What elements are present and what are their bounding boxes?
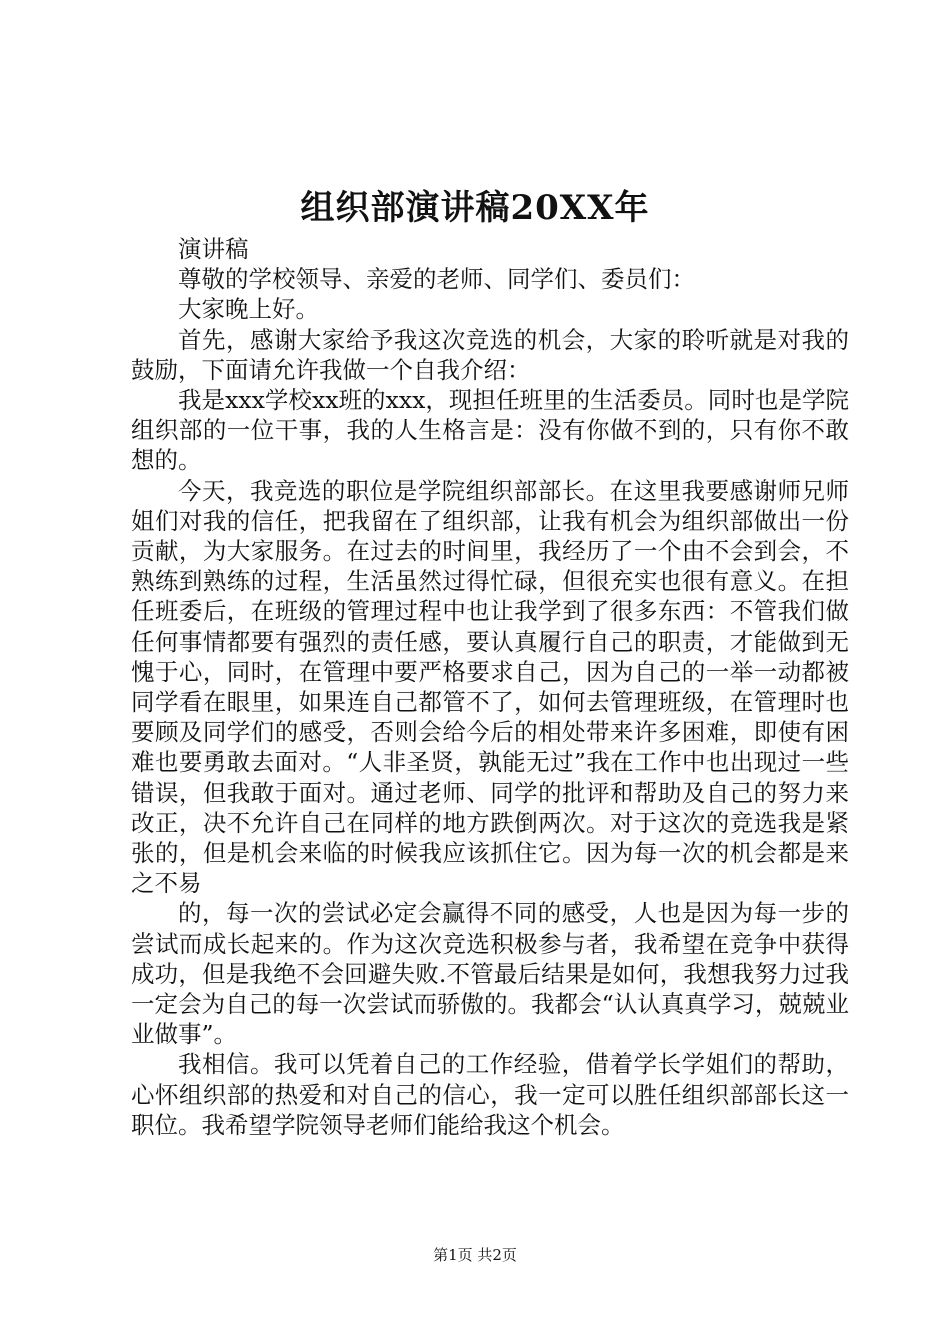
paragraph: 演讲稿 <box>178 235 249 263</box>
paragraph: 首先，感谢大家给予我这次竞选的机会，大家的聆听就是对我的鼓励，下面请允许我做一个自我介绍： <box>131 325 849 384</box>
paragraph: 尊敬的学校领导、亲爱的老师、同学们、委员们： <box>178 265 695 294</box>
paragraph: 大家晚上好。 <box>178 295 319 324</box>
paragraph: 的，每一次的尝试必定会赢得不同的感受，人也是因为每一步的尝试而成长起来的。作为这次竞选积极参与者，我希望在竞争中获得成功，但是我绝不会回避失败.不管最后结果是如何，我想我努力过我一定会为自己的每一次尝试而骄傲的。我都会“认认真真学习，兢兢业业做事”。 <box>131 899 849 1049</box>
paragraph: 我是xxx学校xx班的xxx，现担任班里的生活委员。同时也是学院组织部的一位干事，我的人生格言是：没有你做不到的，只有你不敢想的。 <box>131 386 849 475</box>
document-title: 组织部演讲稿20XX年 <box>300 188 650 228</box>
document-body <box>131 234 849 1140</box>
paragraph: 我相信。我可以凭着自己的工作经验，借着学长学姐们的帮助，心怀组织部的热爱和对自己的信心，我一定可以胜任组织部部长这一职位。我希望学院领导老师们能给我这个机会。 <box>131 1050 849 1139</box>
page-number-footer: 第1页 共2页 <box>433 1246 517 1264</box>
paragraph: 今天，我竞选的职位是学院组织部部长。在这里我要感谢师兄师姐们对我的信任，把我留在了组织部，让我有机会为组织部做出一份贡献，为大家服务。在过去的时间里，我经历了一个由不会到会，不熟练到熟练的过程，生活虽然过得忙碌，但很充实也很有意义。在担任班委后，在班级的管理过程中也让我学到了很多东西：不管我们做任何事情都要有强烈的责任感，要认真履行自己的职责，才能做到无愧于心，同时，在管理中要严格要求自己，因为自己的一举一动都被同学看在眼里，如果连自己都管不了，如何去管理班级，在管理时也要顾及同学们的感受，否则会给今后的相处带来许多困难，即使有困难也要勇敢去面对。“人非圣贤，孰能无过”我在工作中也出现过一些错误，但我敢于面对。通过老师、同学的批评和帮助及自己的努力来改正，决不允许自己在同样的地方跌倒两次。对于这次的竞选我是紧张的，但是机会来临的时候我应该抓住它。因为每一次的机会都是来之不易 <box>131 476 849 898</box>
